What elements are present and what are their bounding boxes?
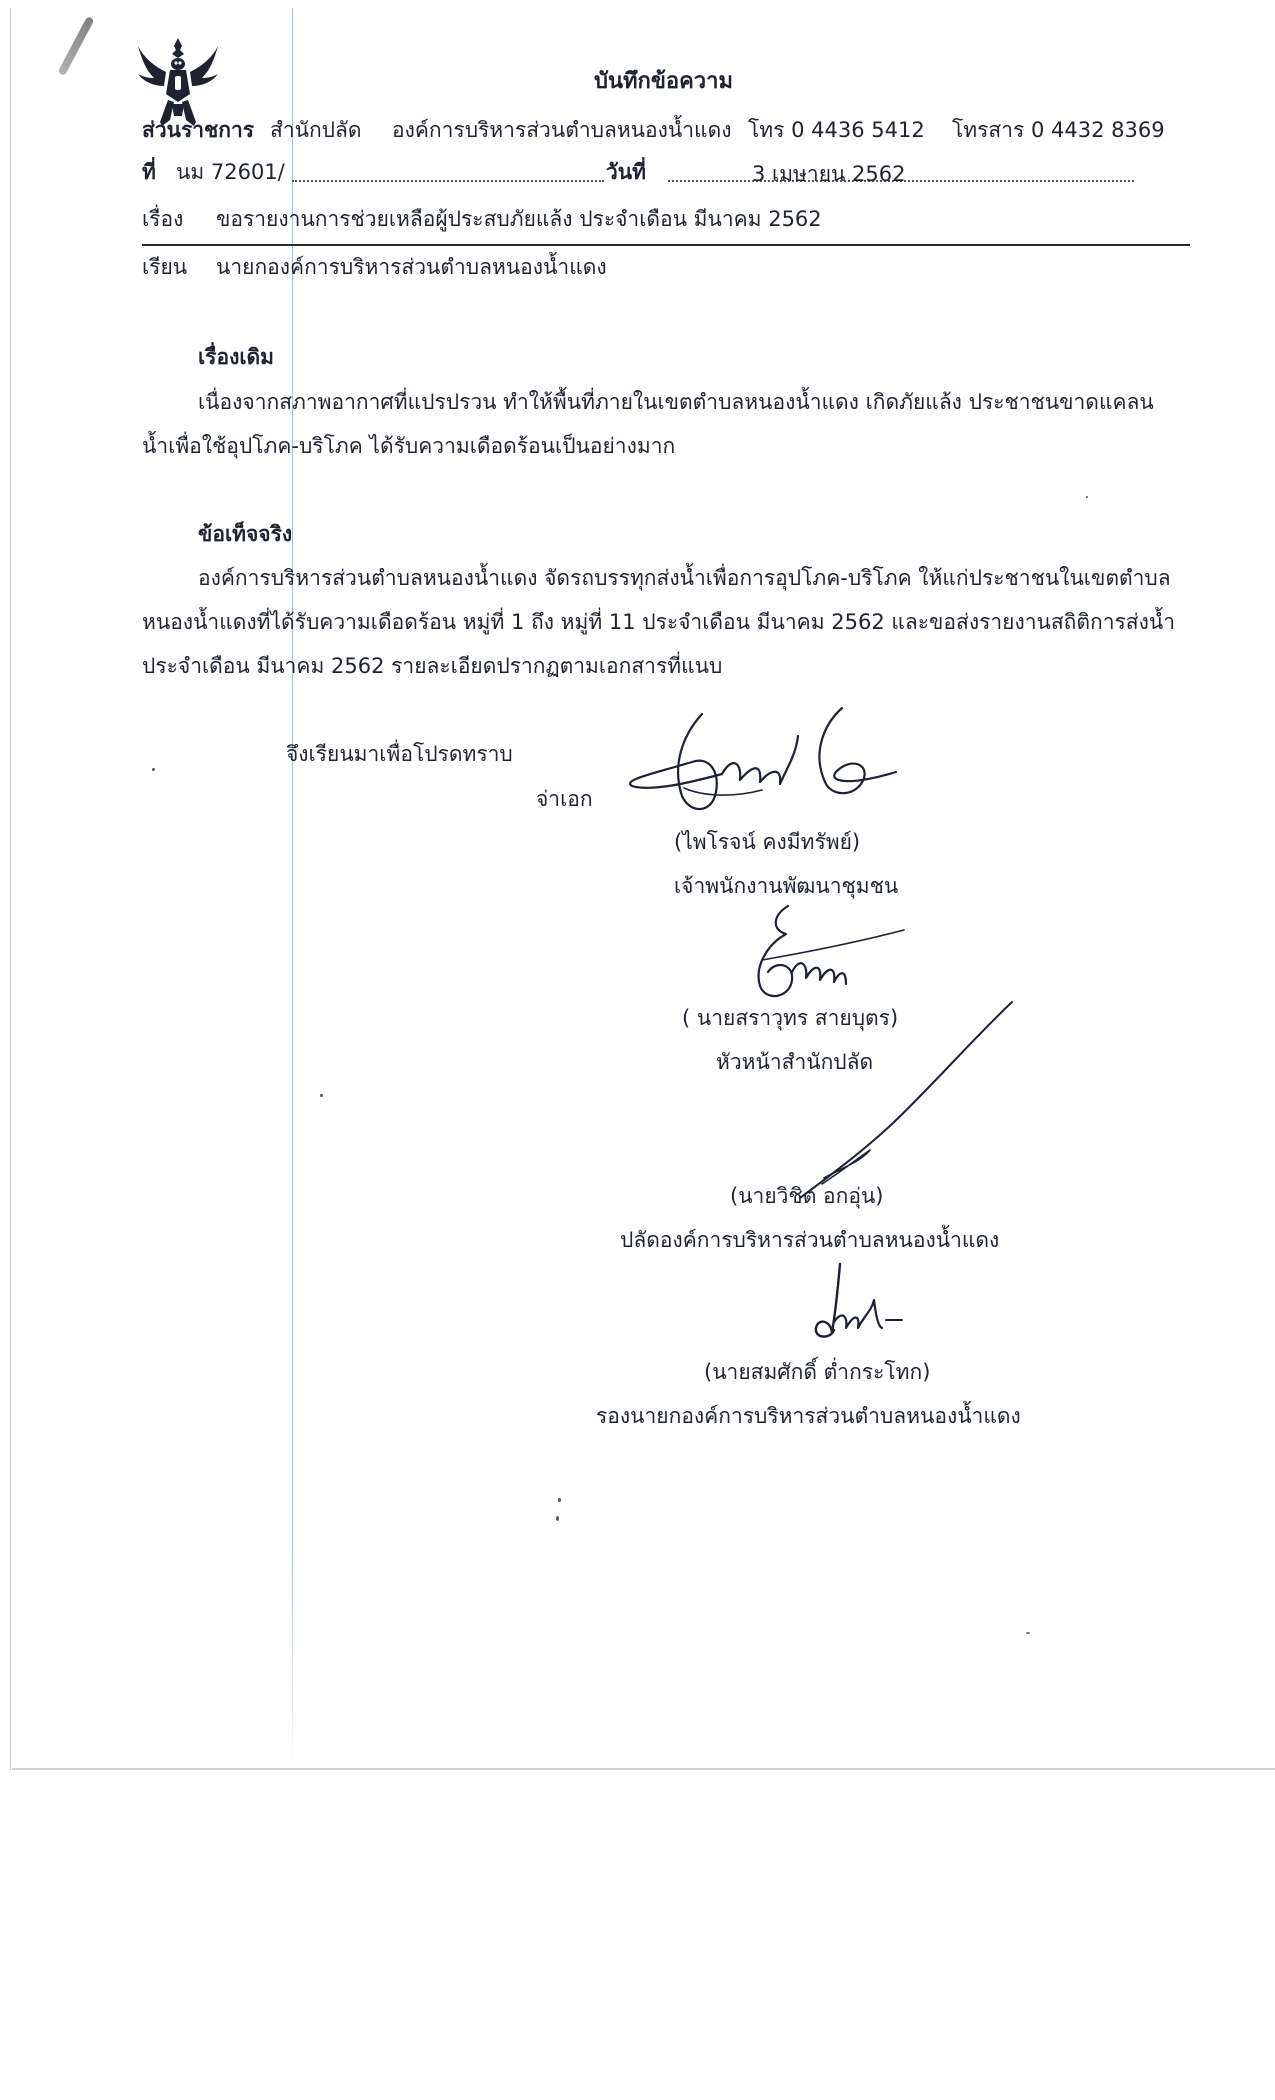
closing-text: จึงเรียนมาเพื่อโปรดทราบ bbox=[286, 742, 513, 766]
ref-value: นม 72601/ bbox=[176, 160, 285, 184]
background-line-2: น้ำเพื่อใช้อุปโภค-บริโภค ได้รับความเดือดร้อนเป็นอย่างมาก bbox=[142, 434, 676, 458]
subject-value: ขอรายงานการช่วยเหลือผู้ประสบภัยแล้ง ประจำเดือน มีนาคม 2562 bbox=[216, 207, 822, 231]
garuda-emblem-icon bbox=[136, 36, 220, 128]
signature-3-drawing bbox=[742, 1000, 1022, 1210]
facts-line-3: ประจำเดือน มีนาคม 2562 รายละเอียดปรากฏตามเอกสารที่แนบ bbox=[142, 654, 723, 678]
paper-margin-line bbox=[292, 8, 293, 1558]
signature-2-drawing bbox=[728, 900, 918, 1010]
subject-label: เรื่อง bbox=[142, 207, 184, 231]
signatory-4-position: รองนายกองค์การบริหารส่วนตำบลหนองน้ำแดง bbox=[596, 1404, 1021, 1428]
ref-dotted-line bbox=[292, 180, 604, 182]
org-office: สำนักปลัด bbox=[270, 118, 362, 142]
ref-label: ที่ bbox=[142, 160, 156, 184]
facts-line-2: หนองน้ำแดงที่ได้รับความเดือดร้อน หมู่ที่ 1 ถึง หมู่ที่ 11 ประจำเดือน มีนาคม 2562 และขอส่งรายงานสถิติการส่งน้ำ bbox=[142, 610, 1176, 634]
signatory-3-name: (นายวิชิต อกอุ่น) bbox=[730, 1184, 884, 1208]
facts-heading: ข้อเท็จจริง bbox=[198, 522, 293, 546]
scan-speck bbox=[1026, 1632, 1030, 1634]
facts-line-1: องค์การบริหารส่วนตำบลหนองน้ำแดง จัดรถบรรทุกส่งน้ำเพื่อการอุปโภค-บริโภค ให้แก่ประชาชนในเขตตำบล bbox=[198, 566, 1171, 590]
date-value: 3 เมษายน 2562 bbox=[752, 162, 906, 186]
scan-speck bbox=[556, 1516, 559, 1521]
org-name: องค์การบริหารส่วนตำบลหนองน้ำแดง bbox=[392, 118, 732, 142]
scan-edge-bottom bbox=[12, 1768, 1275, 1770]
signature-4-drawing bbox=[800, 1262, 930, 1342]
signatory-1-prefix: จ่าเอก bbox=[536, 787, 593, 811]
scan-speck bbox=[152, 768, 155, 771]
scanned-page bbox=[12, 8, 1275, 1768]
memo-title: บันทึกข้อความ bbox=[594, 69, 734, 94]
date-label: วันที่ bbox=[606, 160, 646, 184]
signatory-2-position: หัวหน้าสำนักปลัด bbox=[716, 1050, 874, 1074]
signatory-2-name: ( นายสราวุทร สายบุตร) bbox=[682, 1006, 899, 1030]
signatory-4-name: (นายสมศักดิ์ ต่ำกระโทก) bbox=[704, 1360, 931, 1384]
scan-speck bbox=[1086, 496, 1088, 498]
org-fax: โทรสาร 0 4432 8369 bbox=[952, 118, 1165, 142]
signatory-1-name: (ไพโรจน์ คงมีทรัพย์) bbox=[674, 830, 861, 854]
to-value: นายกองค์การบริหารส่วนตำบลหนองน้ำแดง bbox=[216, 255, 607, 279]
scan-speck bbox=[558, 1498, 561, 1502]
background-heading: เรื่องเดิม bbox=[198, 345, 274, 369]
to-label: เรียน bbox=[142, 255, 188, 279]
signature-1-drawing bbox=[612, 696, 912, 826]
signatory-3-position: ปลัดองค์การบริหารส่วนตำบลหนองน้ำแดง bbox=[620, 1228, 1000, 1252]
header-divider bbox=[142, 244, 1190, 246]
scan-speck bbox=[320, 1094, 323, 1097]
signatory-1-position: เจ้าพนักงานพัฒนาชุมชน bbox=[674, 874, 899, 898]
scan-edge-left bbox=[10, 8, 11, 1770]
paper-margin-line-fade bbox=[292, 1558, 293, 1768]
org-tel: โทร 0 4436 5412 bbox=[748, 118, 925, 142]
background-line-1: เนื่องจากสภาพอากาศที่แปรปรวน ทำให้พื้นที่ภายในเขตตำบลหนองน้ำแดง เกิดภัยแล้ง ประชาชนขาดแคลน bbox=[198, 390, 1154, 414]
org-label: ส่วนราชการ bbox=[142, 118, 255, 142]
